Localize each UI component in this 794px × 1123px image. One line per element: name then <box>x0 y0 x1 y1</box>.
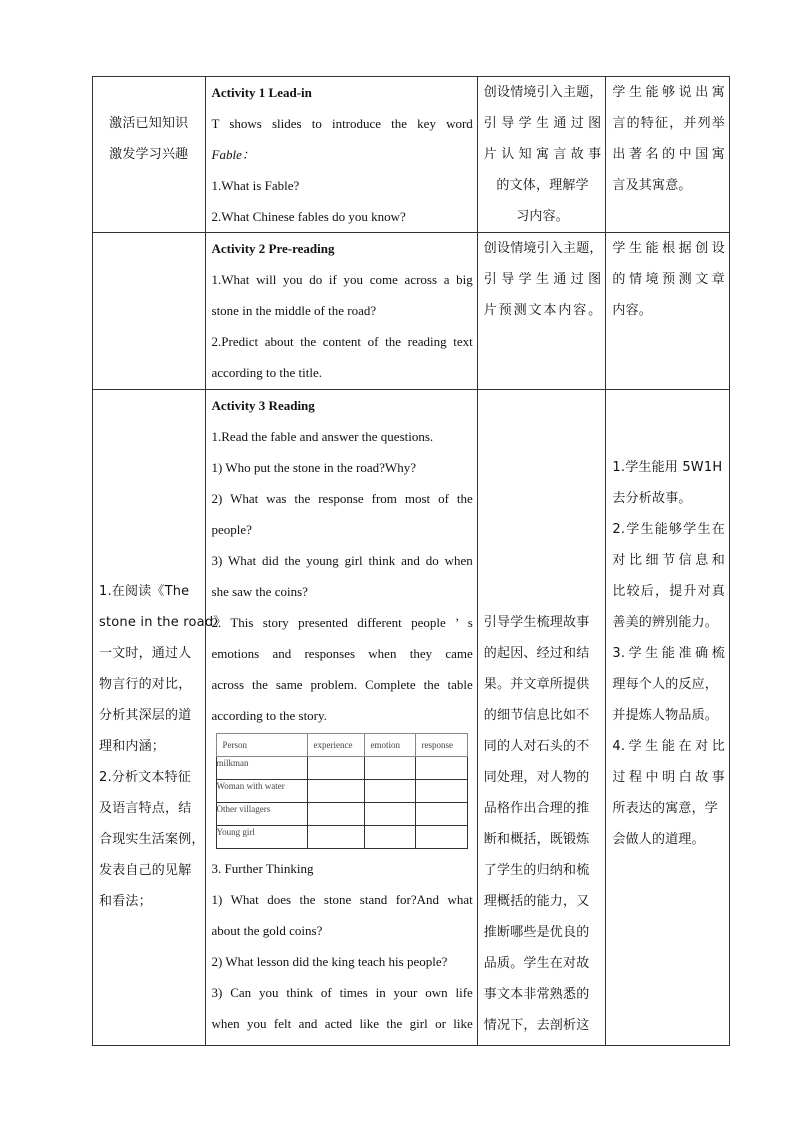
blank-cell <box>364 780 415 803</box>
effect-line: 内容。 <box>612 303 652 318</box>
effect-cell <box>606 77 730 233</box>
intent-line: 断和概括，既锻炼 <box>483 832 590 847</box>
activity-cell <box>205 390 477 1046</box>
intent-cell <box>477 77 606 233</box>
aim-line: 及语言特点，结 <box>99 801 192 816</box>
aim-line: 2.分析文本特征 <box>99 770 192 785</box>
intent-line: 品格作出合理的推 <box>483 801 590 816</box>
activity-cell <box>205 77 477 233</box>
table-row <box>216 780 467 803</box>
aim-line: 物言行的对比， <box>99 677 192 692</box>
effect-line: 言及其寓意。 <box>612 178 692 193</box>
intent-line: 果。并文章所提供 <box>483 677 590 692</box>
aim-cell <box>93 390 227 1046</box>
activity-line: 1) Who put the stone in the road?Why? <box>211 460 416 475</box>
intent-line: 情况下，去剖析这 <box>483 1018 590 1033</box>
intent-line: 事文本非常熟悉的 <box>483 987 590 1002</box>
effect-line: 所表达的寓意，学 <box>612 801 718 816</box>
activity-line: according to the story. <box>211 708 327 723</box>
activity-line: across the same problem. Complete the table <box>211 677 473 692</box>
blank-cell <box>415 826 467 849</box>
aim-cell <box>93 233 206 390</box>
intent-line: 片认知寓言故事 <box>483 147 602 162</box>
intent-line: 同的人对石头的不 <box>483 739 590 754</box>
activity-line: 1.What will you do if you come across a big <box>211 272 473 287</box>
person-cell: Woman with water <box>216 780 307 803</box>
activity-line: she saw the coins? <box>211 584 308 599</box>
effect-cell <box>606 390 730 1046</box>
intent-line: 引导学生通过图 <box>483 116 602 131</box>
intent-cell <box>477 390 606 1046</box>
activity-line: 1.What is Fable? <box>211 178 300 193</box>
effect-line: 4.学生能在对比 <box>612 739 725 754</box>
activity-title: Activity 1 Lead-in <box>211 85 312 100</box>
effect-line: 去分析故事。 <box>612 491 692 506</box>
aim-line: 发表自己的见解 <box>99 863 192 878</box>
blank-cell <box>307 757 364 780</box>
intent-line: 引导学生通过图 <box>483 272 602 287</box>
intent-line: 习内容。 <box>516 209 569 224</box>
aim-line: 和看法； <box>99 894 152 909</box>
activity-line: stone in the middle of the road? <box>211 303 377 318</box>
activity-line: 3. Further Thinking <box>211 861 314 876</box>
intent-line: 的起因、经过和结 <box>483 646 590 661</box>
table-row <box>93 77 730 233</box>
blank-cell <box>364 826 415 849</box>
blank-cell <box>364 757 415 780</box>
person-cell: Young girl <box>216 826 307 849</box>
effect-line: 会做人的道理。 <box>612 832 705 847</box>
table-row <box>216 803 467 826</box>
intent-line: 理概括的能力，又 <box>483 894 590 909</box>
intent-cell <box>477 233 606 390</box>
activity-line: 3) Can you think of times in your own life <box>211 985 473 1000</box>
intent-line: 引导学生梳理故事 <box>483 615 590 630</box>
effect-line: 的情境预测文章 <box>612 272 725 287</box>
column-header: emotion <box>364 734 415 757</box>
activity-line: 2) What was the response from most of the <box>211 491 473 506</box>
character-table-header <box>216 734 467 757</box>
person-cell: Other villagers <box>216 803 307 826</box>
effect-line: 比较后，提升对真 <box>612 584 725 599</box>
intent-line: 的文体，理解学 <box>496 178 589 193</box>
activity-line: 3) What did the young girl think and do when <box>211 553 473 568</box>
activity-title: Activity 2 Pre-reading <box>211 241 335 256</box>
activity-line: 1.Read the fable and answer the questions. <box>211 429 434 444</box>
effect-line: 过程中明白故事 <box>612 770 725 785</box>
table-row <box>216 757 467 780</box>
effect-line: 3.学生能准确梳 <box>612 646 725 661</box>
activity-line: about the gold coins? <box>211 923 323 938</box>
effect-line: 善美的辨别能力。 <box>612 615 718 630</box>
intent-line: 创设情境引入主题， <box>483 85 603 100</box>
effect-line: 出著名的中国寓 <box>612 147 725 162</box>
character-table <box>216 733 468 849</box>
aim-line: 激活已知知识 <box>109 116 189 131</box>
effect-line: 并提炼人物品质。 <box>612 708 718 723</box>
activity-line: when you felt and acted like the girl or like <box>211 1016 473 1031</box>
intent-line: 了学生的归纳和梳 <box>483 863 590 878</box>
activity-line: 2. This story presented different people ’ s <box>211 615 473 630</box>
effect-line: 理每个人的反应， <box>612 677 718 692</box>
intent-line: 片预测文本内容。 <box>483 303 602 318</box>
effect-line: 1.学生能用 5W1H <box>612 460 723 475</box>
aim-line: 1.在阅读《The <box>99 584 190 599</box>
column-header: experience <box>307 734 364 757</box>
blank-cell <box>364 803 415 826</box>
person-cell: milkman <box>216 757 307 780</box>
activity-title: Activity 3 Reading <box>211 398 315 413</box>
lesson-plan-table <box>92 76 730 1046</box>
activity-line: T shows slides to introduce the key word <box>211 116 473 131</box>
activity-line: according to the title. <box>211 365 322 380</box>
intent-line: 同处理，对人物的 <box>483 770 590 785</box>
blank-cell <box>307 780 364 803</box>
activity-line: 2.What Chinese fables do you know? <box>211 209 406 224</box>
activity-line: people? <box>211 522 252 537</box>
effect-cell <box>606 233 730 390</box>
aim-line: 理和内涵； <box>99 739 166 754</box>
effect-line: 对比细节信息和 <box>612 553 725 568</box>
table-row <box>93 233 730 390</box>
column-header: Person <box>216 734 307 757</box>
intent-line: 创设情境引入主题， <box>483 241 603 256</box>
aim-line: 一文时，通过人 <box>99 646 192 661</box>
activity-cell <box>205 233 477 390</box>
effect-line: 2.学生能够学生在 <box>612 522 725 537</box>
activity-line: Fable： <box>211 147 255 162</box>
intent-line: 品质。学生在对故 <box>483 956 590 971</box>
blank-cell <box>415 803 467 826</box>
column-header: response <box>415 734 467 757</box>
blank-cell <box>307 803 364 826</box>
aim-line: 合现实生活案例， <box>99 832 205 847</box>
blank-cell <box>415 757 467 780</box>
activity-line: emotions and responses when they came <box>211 646 473 661</box>
activity-line: 2) What lesson did the king teach his people? <box>211 954 448 969</box>
effect-line: 言的特征，并列举 <box>612 116 725 131</box>
blank-cell <box>415 780 467 803</box>
aim-line: 激发学习兴趣 <box>109 147 189 162</box>
intent-line: 的细节信息比如不 <box>483 708 590 723</box>
activity-line: 1) What does the stone stand for?And what <box>211 892 473 907</box>
aim-line: 分析其深层的道 <box>99 708 192 723</box>
aim-line: stone in the road》 <box>99 615 227 630</box>
aim-cell <box>93 77 206 233</box>
effect-line: 学生能够说出寓 <box>612 85 725 100</box>
intent-line: 推断哪些是优良的 <box>483 925 590 940</box>
effect-line: 学生能根据创设 <box>612 241 725 256</box>
table-row <box>216 826 467 849</box>
blank-cell <box>307 826 364 849</box>
table-row <box>93 390 730 1046</box>
activity-line: 2.Predict about the content of the reading text <box>211 334 473 349</box>
